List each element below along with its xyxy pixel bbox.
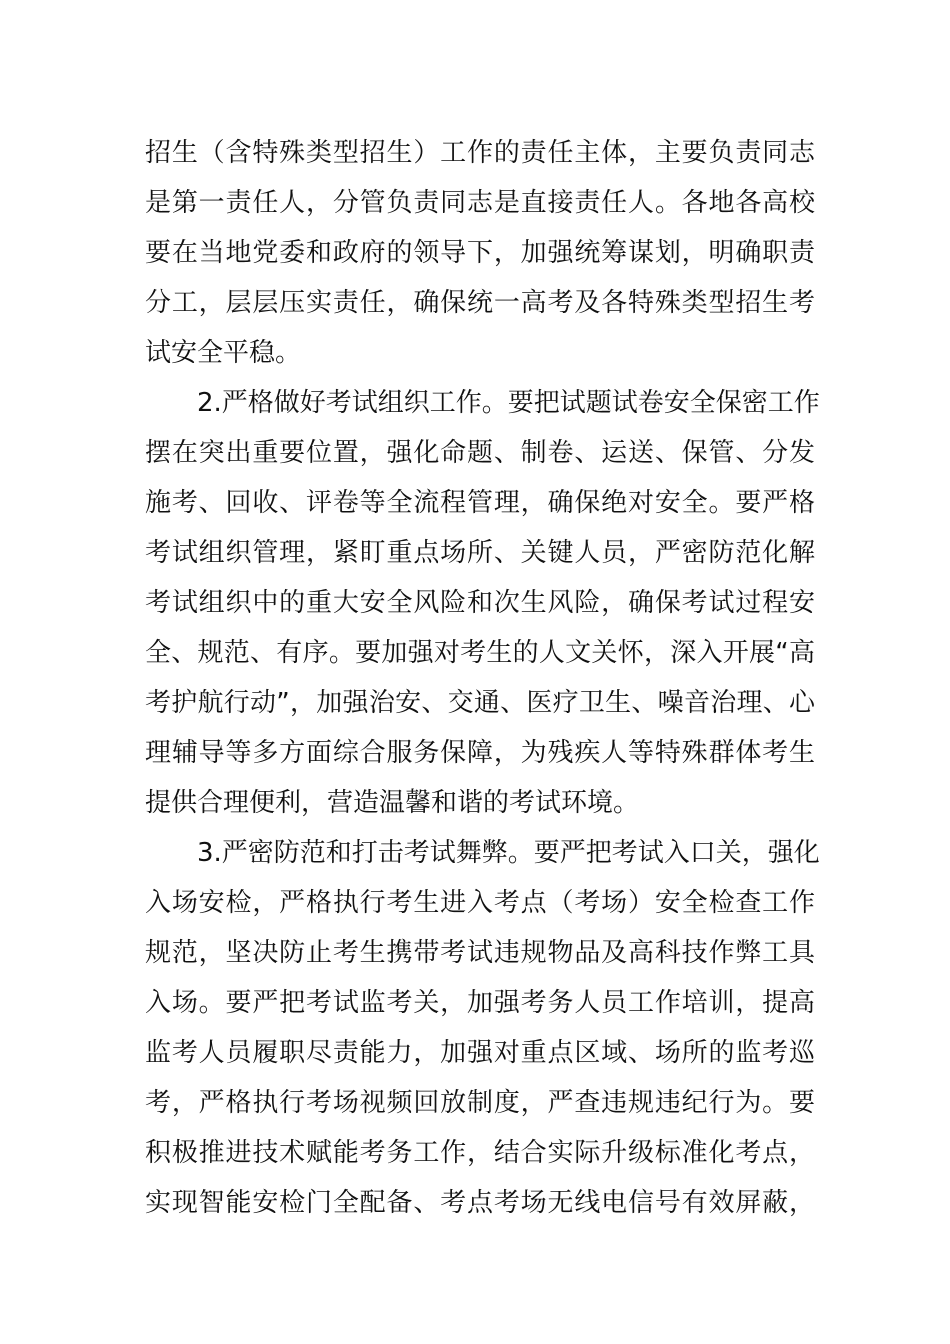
- text-line-2: 是第一责任人，分管负责同志是直接责任人。各地各高校: [145, 188, 815, 218]
- text-line-5: 试安全平稳。: [145, 338, 302, 368]
- section-heading-3: 3.严密防范和打击考试舞弊。要严把考试入口关，强化: [197, 838, 820, 868]
- text-line-19: 监考人员履职尽责能力，加强对重点区域、场所的监考巡: [145, 1038, 815, 1068]
- text-line-10: 考试组织中的重大安全风险和次生风险，确保考试过程安: [145, 588, 815, 618]
- text-line-18: 入场。要严把考试监考关，加强考务人员工作培训，提高: [145, 988, 815, 1018]
- text-line-4: 分工，层层压实责任，确保统一高考及各特殊类型招生考: [145, 288, 815, 318]
- text-line-16: 入场安检，严格执行考生进入考点（考场）安全检查工作: [145, 888, 815, 918]
- text-line-12: 考护航行动”，加强治安、交通、医疗卫生、噪音治理、心: [145, 688, 815, 718]
- text-line-7: 摆在突出重要位置，强化命题、制卷、运送、保管、分发: [145, 438, 815, 468]
- document-body: [145, 128, 820, 1228]
- section-heading-2: 2.严格做好考试组织工作。要把试题试卷安全保密工作: [197, 388, 820, 418]
- text-line-11: 全、规范、有序。要加强对考生的人文关怀，深入开展“高: [145, 638, 815, 668]
- text-line-1: 招生（含特殊类型招生）工作的责任主体，主要负责同志: [145, 138, 815, 168]
- text-line-20: 考，严格执行考场视频回放制度，严查违规违纪行为。要: [145, 1088, 815, 1118]
- text-line-17: 规范，坚决防止考生携带考试违规物品及高科技作弊工具: [145, 938, 815, 968]
- text-line-8: 施考、回收、评卷等全流程管理，确保绝对安全。要严格: [145, 488, 815, 518]
- text-line-21: 积极推进技术赋能考务工作，结合实际升级标准化考点，: [145, 1138, 815, 1168]
- text-line-9: 考试组织管理，紧盯重点场所、关键人员，严密防范化解: [145, 538, 815, 568]
- text-line-13: 理辅导等多方面综合服务保障，为残疾人等特殊群体考生: [145, 738, 815, 768]
- text-line-14: 提供合理便利，营造温馨和谐的考试环境。: [145, 788, 640, 818]
- text-line-3: 要在当地党委和政府的领导下，加强统筹谋划，明确职责: [145, 238, 815, 268]
- text-line-22: 实现智能安检门全配备、考点考场无线电信号有效屏蔽，: [145, 1188, 815, 1218]
